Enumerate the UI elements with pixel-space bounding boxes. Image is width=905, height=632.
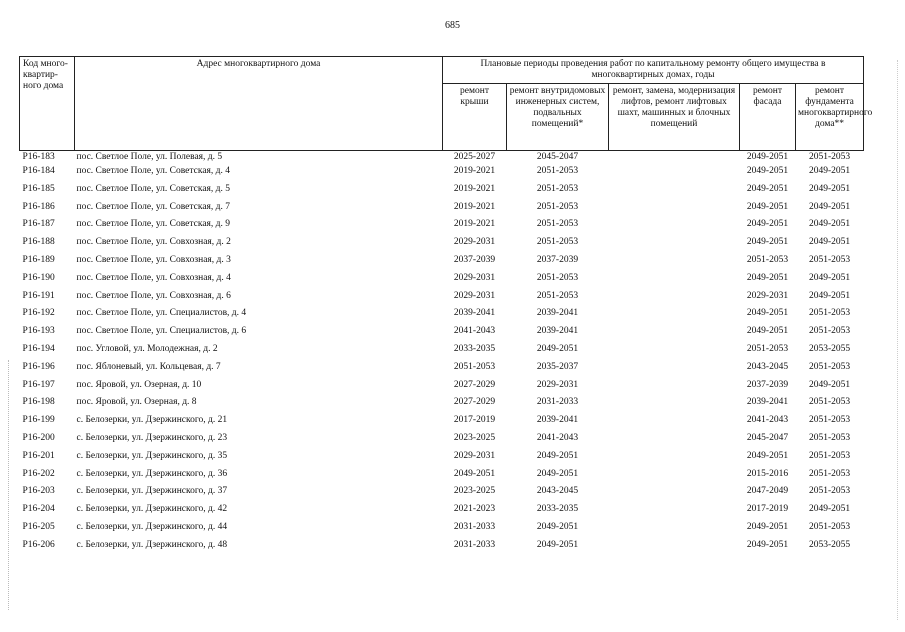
cell-facade: 2051-2053 — [746, 254, 789, 265]
cell-systems: 2045-2047 — [536, 152, 579, 162]
cell-foundation: 2051-2053 — [808, 254, 851, 265]
cell-foundation: 2049-2051 — [808, 201, 851, 212]
cell-lifts — [609, 234, 740, 252]
cell-systems: 2041-2043 — [536, 432, 579, 443]
cell-foundation: 2051-2053 — [808, 468, 851, 479]
cell-address: пос. Светлое Поле, ул. Советская, д. 4 — [76, 166, 231, 176]
cell-foundation: 2053-2055 — [808, 539, 851, 550]
cell-systems: 2037-2039 — [536, 254, 579, 265]
cell-roof: 2025-2027 — [453, 152, 496, 162]
cell-foundation: 2049-2051 — [808, 237, 851, 248]
cell-roof: 2023-2025 — [453, 432, 496, 443]
cell-facade: 2049-2051 — [746, 166, 789, 176]
cell-facade: 2049-2051 — [746, 152, 789, 162]
cell-roof: 2021-2023 — [453, 504, 496, 515]
table-row — [20, 234, 864, 252]
cell-foundation: 2051-2053 — [808, 521, 851, 532]
cell-lifts — [609, 501, 740, 519]
cell-address: пос. Яблоневый, ул. Кольцевая, д. 7 — [76, 361, 221, 372]
table-row — [20, 448, 864, 466]
cell-code: P16-191 — [22, 290, 55, 301]
cell-roof: 2049-2051 — [453, 468, 496, 479]
header-facade: ремонт фасада — [740, 84, 796, 151]
cell-address: пос. Светлое Поле, ул. Специалистов, д. 6 — [76, 326, 247, 337]
table-row — [20, 394, 864, 412]
cell-address: пос. Светлое Поле, ул. Совхозная, д. 3 — [76, 254, 231, 265]
cell-systems: 2049-2051 — [536, 521, 579, 532]
cell-facade: 2049-2051 — [746, 183, 789, 194]
cell-code: P16-190 — [22, 272, 55, 283]
cell-roof: 2039-2041 — [453, 308, 496, 319]
cell-code: P16-202 — [22, 468, 55, 479]
repair-schedule-table — [19, 56, 873, 555]
cell-roof: 2041-2043 — [453, 326, 496, 337]
cell-address: пос. Угловой, ул. Молодежная, д. 2 — [76, 343, 218, 354]
cell-systems: 2051-2053 — [536, 219, 579, 230]
cell-facade: 2045-2047 — [746, 432, 789, 443]
cell-lifts — [609, 323, 740, 341]
cell-foundation: 2051-2053 — [808, 361, 851, 372]
cell-lifts — [609, 377, 740, 395]
cell-roof: 2027-2029 — [453, 379, 496, 390]
cell-roof: 2019-2021 — [453, 201, 496, 212]
cell-code: P16-184 — [22, 166, 55, 176]
cell-foundation: 2049-2051 — [808, 379, 851, 390]
table-row — [20, 270, 864, 288]
cell-roof: 2037-2039 — [453, 254, 496, 265]
cell-facade: 2049-2051 — [746, 201, 789, 212]
cell-lifts — [609, 359, 740, 377]
cell-code: P16-203 — [22, 486, 55, 497]
table-row — [20, 519, 864, 537]
cell-foundation: 2049-2051 — [808, 183, 851, 194]
table-body — [20, 151, 864, 555]
cell-systems: 2051-2053 — [536, 237, 579, 248]
cell-facade: 2051-2053 — [746, 343, 789, 354]
cell-address: с. Белозерки, ул. Дзержинского, д. 23 — [76, 432, 228, 443]
cell-roof: 2019-2021 — [453, 166, 496, 176]
cell-roof: 2029-2031 — [453, 272, 496, 283]
cell-facade: 2049-2051 — [746, 326, 789, 337]
cell-systems: 2043-2045 — [536, 486, 579, 497]
cell-address: пос. Светлое Поле, ул. Советская, д. 7 — [76, 201, 231, 212]
cell-roof: 2029-2031 — [453, 237, 496, 248]
cell-address: с. Белозерки, ул. Дзержинского, д. 21 — [76, 415, 228, 426]
cell-code: P16-189 — [22, 254, 55, 265]
cell-code: P16-206 — [22, 539, 55, 550]
cell-lifts — [609, 199, 740, 217]
cell-foundation: 2051-2053 — [808, 326, 851, 337]
cell-foundation: 2049-2051 — [808, 219, 851, 230]
table-row — [20, 323, 864, 341]
cell-facade: 2017-2019 — [746, 504, 789, 515]
cell-code: P16-205 — [22, 521, 55, 532]
table-row — [20, 412, 864, 430]
table-row — [20, 466, 864, 484]
cell-foundation: 2051-2053 — [808, 397, 851, 408]
repair-schedule-table-wrapper — [19, 56, 873, 555]
cell-code: P16-194 — [22, 343, 55, 354]
cell-foundation: 2051-2053 — [808, 308, 851, 319]
cell-address: пос. Светлое Поле, ул. Специалистов, д. 4 — [76, 308, 247, 319]
cell-systems: 2039-2041 — [536, 308, 579, 319]
cell-address: пос. Яровой, ул. Озерная, д. 8 — [76, 397, 197, 408]
table-row — [20, 181, 864, 199]
cell-facade: 2049-2051 — [746, 539, 789, 550]
cell-facade: 2015-2016 — [746, 468, 789, 479]
table-row — [20, 341, 864, 359]
cell-facade: 2049-2051 — [746, 237, 789, 248]
cell-code: P16-185 — [22, 183, 55, 194]
cell-code: P16-187 — [22, 219, 55, 230]
cell-roof: 2019-2021 — [453, 219, 496, 230]
cell-facade: 2049-2051 — [746, 521, 789, 532]
cell-foundation: 2049-2051 — [808, 504, 851, 515]
cell-code: P16-196 — [22, 361, 55, 372]
cell-lifts — [609, 305, 740, 323]
cell-facade: 2041-2043 — [746, 415, 789, 426]
cell-lifts — [609, 252, 740, 270]
cell-lifts — [609, 151, 740, 164]
cell-systems: 2029-2031 — [536, 379, 579, 390]
cell-lifts — [609, 341, 740, 359]
cell-facade: 2049-2051 — [746, 219, 789, 230]
cell-systems: 2051-2053 — [536, 166, 579, 176]
cell-code: P16-197 — [22, 379, 55, 390]
cell-foundation: 2051-2053 — [808, 152, 851, 162]
cell-code: P16-188 — [22, 237, 55, 248]
header-periods-group: Плановые периоды проведения работ по капитальному ремонту общего имущества в многоквартирных домах, годы — [443, 57, 864, 84]
header-code: Код много-квартир-ного дома — [20, 57, 75, 151]
cell-address: пос. Яровой, ул. Озерная, д. 10 — [76, 379, 202, 390]
header-systems: ремонт внутридомовых инженерных систем, подвальных помещений* — [507, 84, 609, 151]
cell-systems: 2051-2053 — [536, 183, 579, 194]
scan-edge-marks — [8, 360, 10, 610]
cell-facade: 2049-2051 — [746, 308, 789, 319]
cell-facade: 2047-2049 — [746, 486, 789, 497]
cell-lifts — [609, 466, 740, 484]
cell-lifts — [609, 216, 740, 234]
page-number: 685 — [445, 20, 460, 31]
cell-lifts — [609, 394, 740, 412]
cell-systems: 2039-2041 — [536, 415, 579, 426]
cell-code: P16-183 — [22, 152, 55, 162]
cell-facade: 2037-2039 — [746, 379, 789, 390]
table-header — [20, 57, 873, 151]
cell-code: P16-192 — [22, 308, 55, 319]
cell-lifts — [609, 519, 740, 537]
cell-address: с. Белозерки, ул. Дзержинского, д. 35 — [76, 450, 228, 461]
cell-lifts — [609, 412, 740, 430]
cell-roof: 2031-2033 — [453, 521, 496, 532]
cell-code: P16-193 — [22, 326, 55, 337]
table-row — [20, 537, 864, 555]
cell-code: P16-204 — [22, 504, 55, 515]
cell-systems: 2051-2053 — [536, 272, 579, 283]
cell-lifts — [609, 288, 740, 306]
table-row — [20, 430, 864, 448]
cell-foundation: 2049-2051 — [808, 290, 851, 301]
cell-code: P16-186 — [22, 201, 55, 212]
cell-foundation: 2053-2055 — [808, 343, 851, 354]
cell-address: пос. Светлое Поле, ул. Советская, д. 5 — [76, 183, 231, 194]
table-row — [20, 163, 864, 181]
cell-systems: 2051-2053 — [536, 201, 579, 212]
cell-roof: 2033-2035 — [453, 343, 496, 354]
cell-lifts — [609, 163, 740, 181]
cell-roof: 2019-2021 — [453, 183, 496, 194]
cell-lifts — [609, 181, 740, 199]
cell-systems: 2031-2033 — [536, 397, 579, 408]
cell-roof: 2029-2031 — [453, 290, 496, 301]
table-row — [20, 216, 864, 234]
cell-roof: 2027-2029 — [453, 397, 496, 408]
cell-facade: 2039-2041 — [746, 397, 789, 408]
table-row — [20, 288, 864, 306]
cell-address: с. Белозерки, ул. Дзержинского, д. 42 — [76, 504, 228, 515]
cell-code: P16-198 — [22, 397, 55, 408]
cell-facade: 2029-2031 — [746, 290, 789, 301]
cell-roof: 2023-2025 — [453, 486, 496, 497]
table-row — [20, 252, 864, 270]
cell-systems: 2049-2051 — [536, 539, 579, 550]
cell-address: пос. Светлое Поле, ул. Совхозная, д. 6 — [76, 290, 231, 301]
cell-address: пос. Светлое Поле, ул. Совхозная, д. 2 — [76, 237, 231, 248]
cell-address: с. Белозерки, ул. Дзержинского, д. 44 — [76, 521, 228, 532]
cell-address: с. Белозерки, ул. Дзержинского, д. 36 — [76, 468, 228, 479]
header-foundation: ремонт фундамента многоквартирного дома** — [796, 84, 864, 151]
cell-systems: 2035-2037 — [536, 361, 579, 372]
scan-edge-marks-right — [897, 60, 899, 620]
cell-code: P16-201 — [22, 450, 55, 461]
cell-foundation: 2051-2053 — [808, 486, 851, 497]
cell-facade: 2043-2045 — [746, 361, 789, 372]
table-row — [20, 305, 864, 323]
cell-address: с. Белозерки, ул. Дзержинского, д. 48 — [76, 539, 228, 550]
cell-address: с. Белозерки, ул. Дзержинского, д. 37 — [76, 486, 228, 497]
cell-lifts — [609, 483, 740, 501]
cell-lifts — [609, 448, 740, 466]
cell-facade: 2049-2051 — [746, 450, 789, 461]
cell-systems: 2033-2035 — [536, 504, 579, 515]
table-row — [20, 199, 864, 217]
cell-code: P16-200 — [22, 432, 55, 443]
cell-lifts — [609, 270, 740, 288]
cell-address: пос. Светлое Поле, ул. Совхозная, д. 4 — [76, 272, 231, 283]
cell-code: P16-199 — [22, 415, 55, 426]
table-row — [20, 501, 864, 519]
cell-foundation: 2049-2051 — [808, 166, 851, 176]
cell-foundation: 2049-2051 — [808, 272, 851, 283]
cell-roof: 2029-2031 — [453, 450, 496, 461]
cell-foundation: 2051-2053 — [808, 415, 851, 426]
cell-lifts — [609, 537, 740, 555]
cell-foundation: 2051-2053 — [808, 432, 851, 443]
cell-systems: 2049-2051 — [536, 468, 579, 479]
cell-facade: 2049-2051 — [746, 272, 789, 283]
cell-roof: 2031-2033 — [453, 539, 496, 550]
cell-address: пос. Светлое Поле, ул. Полевая, д. 5 — [76, 152, 223, 162]
table-row — [20, 483, 864, 501]
cell-address: пос. Светлое Поле, ул. Советская, д. 9 — [76, 219, 231, 230]
cell-roof: 2051-2053 — [453, 361, 496, 372]
cell-roof: 2017-2019 — [453, 415, 496, 426]
cell-lifts — [609, 430, 740, 448]
header-roof: ремонт крыши — [443, 84, 507, 151]
table-row — [20, 151, 864, 164]
cell-foundation: 2051-2053 — [808, 450, 851, 461]
cell-systems: 2049-2051 — [536, 450, 579, 461]
header-address: Адрес многоквартирного дома — [75, 57, 443, 151]
cell-systems: 2049-2051 — [536, 343, 579, 354]
table-row — [20, 359, 864, 377]
header-lifts: ремонт, замена, модернизация лифтов, ремонт лифтовых шахт, машинных и блочных помещений — [609, 84, 740, 151]
cell-systems: 2051-2053 — [536, 290, 579, 301]
cell-systems: 2039-2041 — [536, 326, 579, 337]
table-row — [20, 377, 864, 395]
